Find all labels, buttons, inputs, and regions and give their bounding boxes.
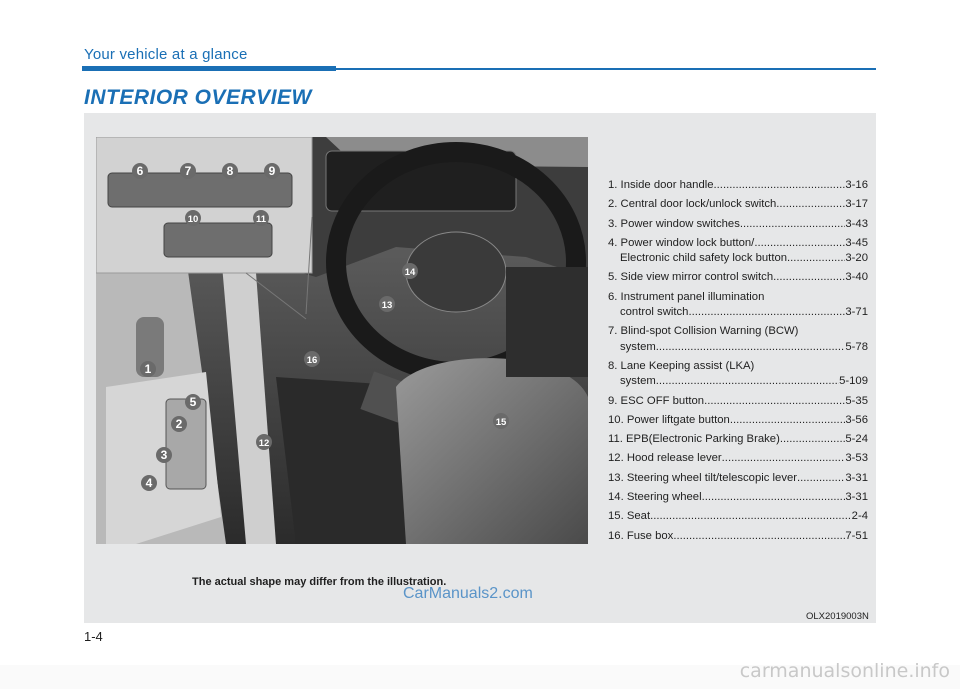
illustration-code: OLX2019003N	[806, 611, 869, 622]
interior-illustration	[96, 137, 588, 544]
callout-14-label: 14	[404, 267, 416, 278]
page-title: INTERIOR OVERVIEW	[84, 86, 312, 109]
callout-1-label: 1	[144, 362, 152, 376]
contents-entry-page: 5-24	[845, 433, 868, 446]
contents-entry-page: 3-20	[845, 252, 868, 265]
contents-entry-title: 9. ESC OFF button	[608, 394, 705, 407]
watermark-link[interactable]: CarManuals2.com	[403, 585, 533, 602]
callout-9-label: 9	[268, 164, 276, 178]
contents-entry	[608, 217, 868, 232]
contents-entry	[608, 432, 868, 447]
footer-site-link[interactable]: carmanualsonline.info	[739, 660, 950, 682]
contents-entry-page: 3-17	[845, 198, 868, 211]
contents-entry	[608, 413, 868, 428]
contents-entry-page: 3-71	[845, 306, 868, 319]
steering-hub	[406, 232, 506, 312]
contents-entry	[608, 270, 868, 285]
contents-entry-title: 10. Power liftgate button	[608, 413, 730, 426]
contents-entry	[608, 197, 868, 212]
header-rule-thin	[336, 68, 876, 70]
contents-entry	[608, 236, 868, 267]
contents-entry-title: 15. Seat	[608, 510, 651, 523]
contents-entry-title: 12. Hood release lever	[608, 452, 722, 465]
header-rule-thick	[82, 66, 336, 71]
callout-5-label: 5	[189, 395, 197, 409]
contents-entry-page: 3-40	[845, 271, 868, 284]
contents-list	[608, 178, 868, 548]
contents-entry-title-cont: system	[620, 340, 656, 353]
contents-entry-title: 14. Steering wheel	[608, 491, 702, 504]
callout-8-label: 8	[226, 164, 234, 178]
contents-entry-title: 8. Lane Keeping assist (LKA)	[608, 359, 755, 372]
contents-entry	[608, 471, 868, 486]
contents-entry-page: 3-53	[845, 452, 868, 465]
contents-entry-page: 7-51	[845, 529, 868, 542]
callout-10-label: 10	[187, 214, 199, 225]
contents-entry	[608, 490, 868, 505]
contents-entry-title-cont: control switch	[620, 306, 689, 319]
callout-3-label: 3	[160, 448, 168, 462]
contents-entry-title: 2. Central door lock/unlock switch	[608, 198, 777, 211]
contents-entry	[608, 359, 868, 390]
center-console	[506, 267, 588, 377]
contents-entry-page: 3-45	[845, 236, 868, 249]
contents-entry	[608, 290, 868, 321]
illustration-disclaimer: The actual shape may differ from the illustration.	[192, 576, 447, 588]
contents-entry	[608, 324, 868, 355]
page-number: 1-4	[84, 629, 103, 644]
contents-entry-page: 5-78	[845, 340, 868, 353]
contents-entry-page: 5-35	[845, 394, 868, 407]
contents-entry	[608, 451, 868, 466]
contents-entry	[608, 178, 868, 193]
contents-entry	[608, 529, 868, 544]
callout-7-label: 7	[184, 164, 192, 178]
switch-row-lower	[164, 223, 272, 257]
contents-entry-title: 13. Steering wheel tilt/telescopic lever	[608, 471, 798, 484]
callout-13-label: 13	[381, 300, 393, 311]
section-label: Your vehicle at a glance	[84, 46, 248, 63]
callout-15-label: 15	[495, 417, 507, 428]
door-switch-pack	[166, 399, 206, 489]
callout-4-label: 4	[145, 476, 153, 490]
contents-entry-page: 3-56	[845, 413, 868, 426]
callout-2-label: 2	[175, 417, 183, 431]
contents-entry-title: 11. EPB(Electronic Parking Brake)	[608, 433, 780, 446]
callout-12-label: 12	[258, 438, 270, 449]
contents-entry-page: 3-31	[845, 491, 868, 504]
switch-row-upper	[108, 173, 292, 207]
callout-6-label: 6	[136, 164, 144, 178]
contents-entry	[608, 394, 868, 409]
contents-entry-title: 3. Power window switches	[608, 217, 740, 230]
contents-entry-title: 16. Fuse box	[608, 529, 674, 542]
contents-entry-title-cont: system	[620, 375, 656, 388]
contents-entry-page: 3-31	[845, 471, 868, 484]
contents-entry-title: 6. Instrument panel illumination	[608, 290, 765, 303]
callout-11-label: 11	[255, 214, 267, 225]
contents-entry-title-cont: Electronic child safety lock button	[620, 252, 788, 265]
contents-entry-title: 1. Inside door handle	[608, 179, 714, 191]
contents-entry-page: 5-109	[839, 375, 868, 388]
driver-seat	[396, 358, 588, 544]
contents-entry-title: 7. Blind-spot Collision Warning (BCW)	[608, 325, 799, 338]
contents-entry	[608, 509, 868, 524]
contents-entry-title: 5. Side view mirror control switch	[608, 271, 774, 284]
contents-entry-title: 4. Power window lock button/	[608, 236, 755, 249]
contents-entry-page: 3-16	[845, 179, 868, 191]
contents-entry-page: 3-43	[845, 217, 868, 230]
callout-16-label: 16	[306, 355, 318, 366]
contents-entry-page: 2-4	[851, 510, 868, 523]
